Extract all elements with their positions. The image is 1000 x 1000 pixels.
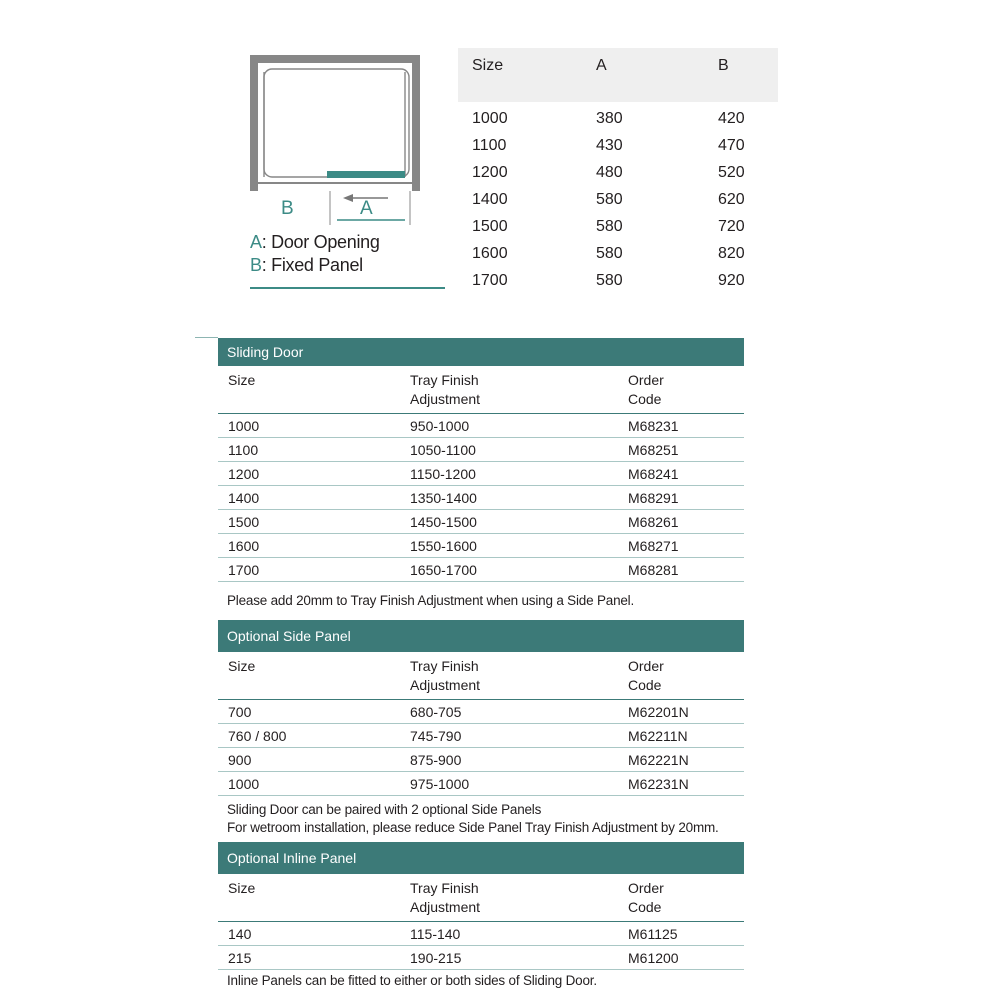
- column-headers: [218, 366, 744, 414]
- table-row: [458, 272, 778, 299]
- col-order-code: Order Code: [628, 880, 664, 915]
- table-row: [218, 486, 744, 510]
- table-row: [458, 110, 778, 137]
- table-cell: 1600: [472, 245, 508, 262]
- table-cell: M68251: [628, 442, 679, 458]
- legend-door-opening: [250, 232, 380, 253]
- side-panel-table: [218, 620, 744, 796]
- table-row: [218, 922, 744, 946]
- table-cell: M62211N: [628, 728, 688, 744]
- table-cell: 1350-1400: [410, 490, 477, 506]
- table-row: [218, 558, 744, 582]
- col-tray-finish: Tray Finish Adjustment: [410, 372, 481, 407]
- table-cell: M61125: [628, 926, 678, 942]
- table-cell: 1000: [228, 776, 260, 792]
- side-panel-note-1: Sliding Door can be paired with 2 optional Side Panels: [227, 802, 542, 817]
- table-row: [218, 414, 744, 438]
- inline-panel-table: [218, 842, 744, 970]
- column-headers: [218, 652, 744, 700]
- table-cell: 580: [596, 218, 623, 235]
- table-cell: 1700: [472, 272, 508, 289]
- table-cell: 1000: [472, 110, 508, 127]
- diagram-label-a: A: [360, 198, 373, 219]
- section-title-inline-panel: Optional Inline Panel: [218, 842, 744, 874]
- table-cell: M68271: [628, 538, 679, 554]
- dimension-table-body: [458, 102, 778, 299]
- table-cell: 470: [718, 137, 745, 154]
- table-cell: 1000: [228, 418, 260, 434]
- legend-text-a: : Door Opening: [261, 232, 380, 252]
- table-cell: 745-790: [410, 728, 462, 744]
- col-size: Size: [228, 880, 256, 896]
- wall-top: [250, 55, 420, 63]
- col-tray-finish: Tray Finish Adjustment: [410, 880, 481, 915]
- dimension-table: [458, 48, 778, 299]
- table-row: [218, 772, 744, 796]
- table-cell: 975-1000: [410, 776, 470, 792]
- dimension-table-header: [458, 48, 778, 102]
- sliding-door-note: Please add 20mm to Tray Finish Adjustment when using a Side Panel.: [227, 593, 635, 608]
- table-row: [218, 748, 744, 772]
- table-row: [458, 164, 778, 191]
- header-size: Size: [472, 57, 504, 74]
- table-cell: 520: [718, 164, 745, 181]
- table-row: [218, 946, 744, 970]
- col-tray-finish: Tray Finish Adjustment: [410, 658, 481, 693]
- table-cell: 1200: [472, 164, 508, 181]
- col-order-code: Order Code: [628, 372, 664, 407]
- table-cell: 900: [228, 752, 252, 768]
- table-row: [218, 534, 744, 558]
- table-cell: M62201N: [628, 704, 689, 720]
- table-cell: 580: [596, 191, 623, 208]
- table-cell: 720: [718, 218, 745, 235]
- column-headers: [218, 874, 744, 922]
- table-cell: M68261: [628, 514, 679, 530]
- table-row: [218, 438, 744, 462]
- table-cell: M68281: [628, 562, 679, 578]
- legend-key-b: B: [250, 255, 262, 275]
- table-cell: 620: [718, 191, 745, 208]
- table-row: [218, 724, 744, 748]
- table-cell: M61200: [628, 950, 679, 966]
- table-cell: 1700: [228, 562, 260, 578]
- table-cell: 700: [228, 704, 252, 720]
- table-cell: 1500: [472, 218, 508, 235]
- table-row: [218, 510, 744, 534]
- table-cell: M68231: [628, 418, 679, 434]
- table-body: [218, 922, 744, 970]
- table-cell: 380: [596, 110, 623, 127]
- table-cell: 480: [596, 164, 623, 181]
- sliding-door-panel: [327, 171, 405, 178]
- table-cell: M68241: [628, 466, 679, 482]
- side-rule: [195, 337, 218, 338]
- table-cell: 1450-1500: [410, 514, 477, 530]
- table-cell: M62231N: [628, 776, 689, 792]
- table-row: [458, 137, 778, 164]
- section-title-sliding-door: Sliding Door: [218, 338, 744, 366]
- table-cell: 820: [718, 245, 745, 262]
- table-cell: M62221N: [628, 752, 689, 768]
- table-cell: 760 / 800: [228, 728, 287, 744]
- table-cell: 190-215: [410, 950, 462, 966]
- table-cell: 1100: [228, 442, 259, 458]
- table-cell: 1600: [228, 538, 260, 554]
- tray-outline: [264, 69, 409, 177]
- diagram-label-b: B: [281, 198, 294, 219]
- side-panel-note-2: For wetroom installation, please reduce Side Panel Tray Finish Adjustment by 20mm.: [227, 820, 719, 835]
- wall-left: [250, 55, 258, 191]
- table-cell: 420: [718, 110, 745, 127]
- arrow-left-icon: [343, 194, 353, 202]
- table-row: [218, 462, 744, 486]
- inline-panel-note: Inline Panels can be fitted to either or both sides of Sliding Door.: [227, 973, 597, 988]
- table-cell: 1100: [472, 137, 507, 154]
- table-cell: 115-140: [410, 926, 461, 942]
- table-row: [458, 218, 778, 245]
- table-cell: 580: [596, 245, 623, 262]
- header-a: A: [596, 57, 607, 74]
- table-cell: 430: [596, 137, 623, 154]
- table-row: [458, 191, 778, 218]
- table-cell: 215: [228, 950, 252, 966]
- table-cell: 1050-1100: [410, 442, 476, 458]
- legend-key-a: A: [250, 232, 262, 252]
- table-body: [218, 700, 744, 796]
- wall-right: [412, 55, 420, 191]
- table-cell: M68291: [628, 490, 679, 506]
- legend-text-b: : Fixed Panel: [261, 255, 363, 275]
- table-cell: 1150-1200: [410, 466, 476, 482]
- table-cell: 1500: [228, 514, 260, 530]
- table-row: [458, 245, 778, 272]
- table-cell: 1550-1600: [410, 538, 477, 554]
- table-cell: 920: [718, 272, 745, 289]
- table-cell: 580: [596, 272, 623, 289]
- table-row: [218, 700, 744, 724]
- table-cell: 875-900: [410, 752, 462, 768]
- table-cell: 1400: [472, 191, 508, 208]
- legend-fixed-panel: [250, 255, 363, 276]
- sliding-door-table: [218, 338, 744, 582]
- section-title-side-panel: Optional Side Panel: [218, 620, 744, 652]
- table-cell: 1400: [228, 490, 260, 506]
- table-cell: 1650-1700: [410, 562, 477, 578]
- header-b: B: [718, 57, 729, 74]
- col-size: Size: [228, 658, 256, 674]
- legend-divider: [250, 287, 445, 289]
- table-cell: 1200: [228, 466, 260, 482]
- col-order-code: Order Code: [628, 658, 664, 693]
- table-body: [218, 414, 744, 582]
- table-cell: 950-1000: [410, 418, 470, 434]
- table-cell: 680-705: [410, 704, 462, 720]
- table-cell: 140: [228, 926, 252, 942]
- col-size: Size: [228, 372, 256, 388]
